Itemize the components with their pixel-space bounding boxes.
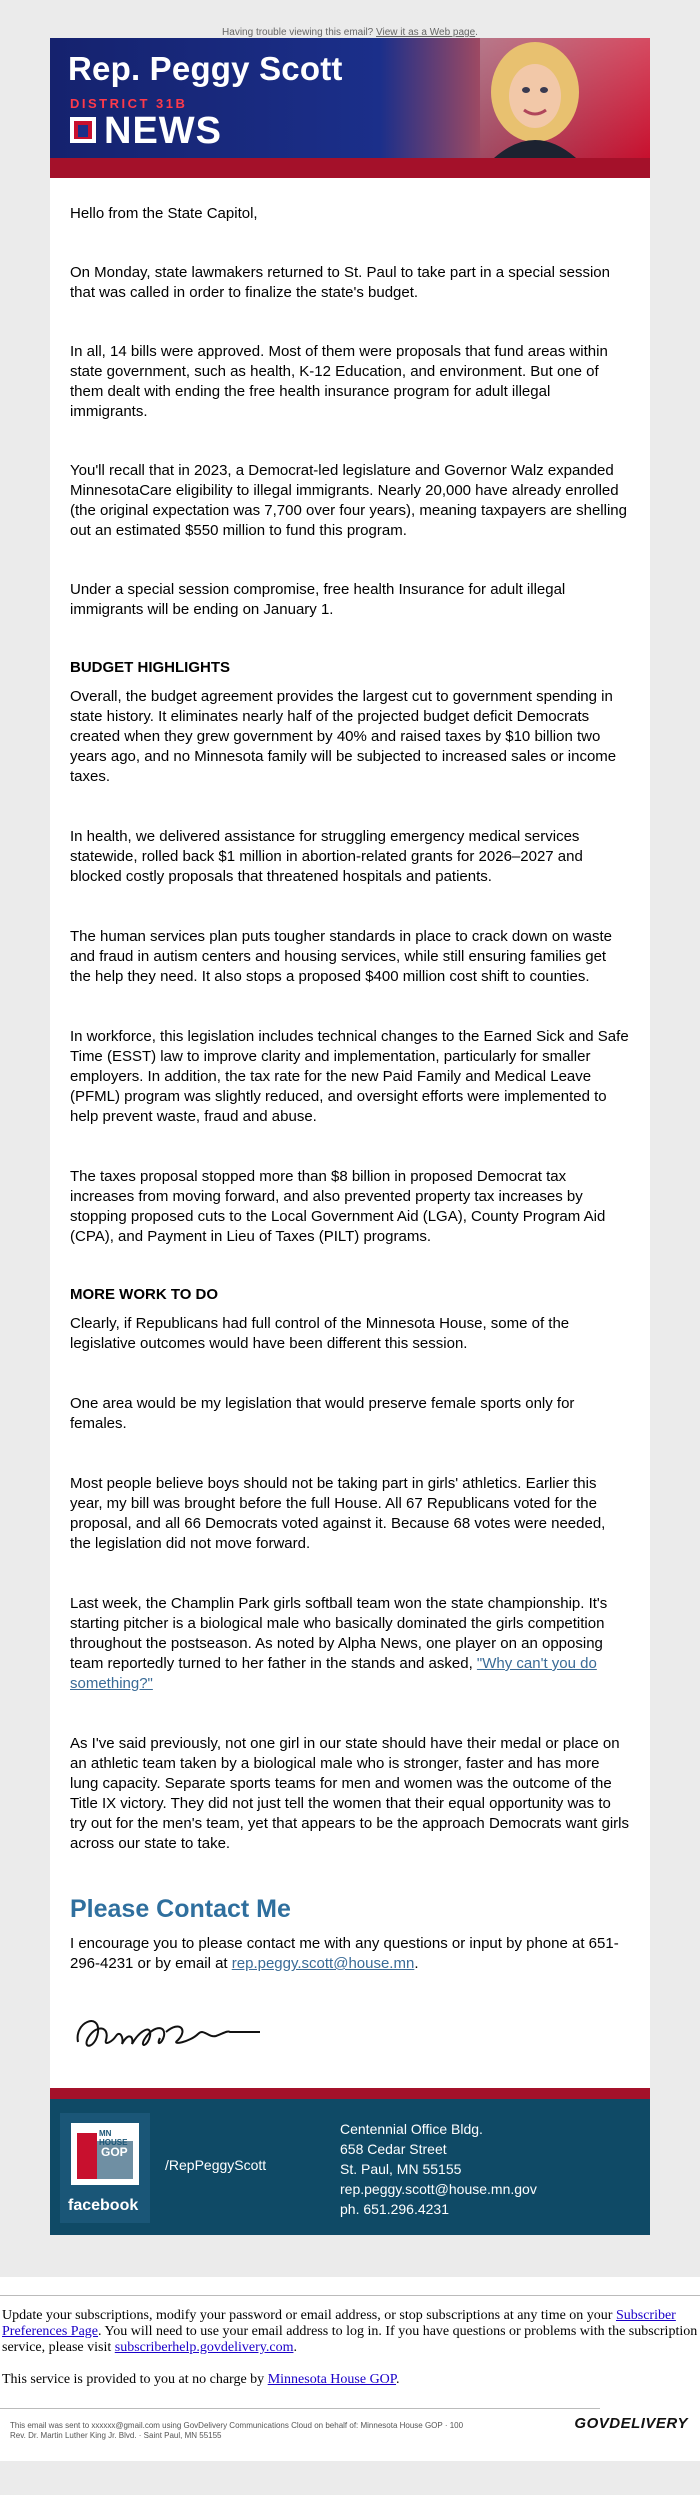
office-address	[340, 2119, 537, 2219]
paragraph	[70, 1594, 630, 1694]
preheader-text: Having trouble viewing this email?	[222, 27, 377, 38]
newsletter-card	[50, 38, 650, 2235]
contact-paragraph	[70, 1934, 630, 1974]
paragraph: Overall, the budget agreement provides the largest cut to government spending in state history. It eliminates nearly half of the projected budget deficit Democrats created when they grew government by 40% and raised taxes by $10 billion two years ago, and no Minnesota family will be subjected to increased sales or income taxes.	[70, 688, 617, 785]
house-logo-icon	[70, 117, 96, 143]
logo-text-gop: GOP	[101, 2145, 128, 2159]
sub-text: Update your subscriptions, modify your password or email address, or stop subscriptions at any time on your	[2, 2308, 616, 2323]
representative-name: Rep. Peggy Scott	[68, 50, 343, 87]
paragraph: The taxes proposal stopped more than $8 billion in proposed Democrat tax increases from moving forward, and also prevented property tax increases by stopping proposed cuts to the Local Government Aid (LGA), County Program Aid (CPA), and Payment in Lieu of Taxes (PILT) programs.	[70, 1168, 606, 1245]
paragraph: One area would be my legislation that would preserve female sports only for females.	[70, 1395, 575, 1432]
greeting: Hello from the State Capitol,	[70, 205, 258, 222]
paragraph: As I've said previously, not one girl in our state should have their medal or place on an athletic team taken by a biological male who is stronger, faster and has more lung capacity. Separate sports teams for men and women was the outcome of the Title IX victory. They did not just tell the women that their equal opportunity was to try out for the men's team, yet that appears to be the approach Democrats want girls across our state to take.	[70, 1735, 629, 1852]
district-label: DISTRICT 31B	[70, 96, 188, 111]
header-divider	[50, 158, 650, 178]
representative-photo	[480, 38, 590, 158]
facebook-badge[interactable]	[60, 2113, 150, 2223]
header-banner	[50, 38, 650, 158]
service-text	[0, 2372, 700, 2388]
address-email[interactable]: rep.peggy.scott@house.mn.gov	[340, 2181, 537, 2197]
address-line: 658 Cedar Street	[340, 2141, 447, 2157]
section-heading-more-work: MORE WORK TO DO	[70, 1286, 219, 1303]
paragraph: In all, 14 bills were approved. Most of them were proposals that fund areas within state government, such as health, K-12 Education, and environment. But one of them dealt with ending the free health insurance program for adult illegal immigrants.	[70, 343, 608, 420]
govdelivery-logo: GOVDELIVERY	[574, 2415, 688, 2432]
contact-tail: .	[414, 1955, 419, 1972]
signature-image	[70, 2002, 270, 2062]
facebook-label: facebook	[68, 2197, 139, 2214]
section-heading-budget: BUDGET HIGHLIGHTS	[70, 659, 230, 676]
preheader	[0, 0, 700, 38]
footer-contact-panel	[50, 2099, 650, 2235]
sub-text: This service is provided to you at no charge by	[2, 2372, 268, 2387]
web-version-link[interactable]: View it as a Web page	[376, 27, 476, 38]
footer-divider	[50, 2088, 650, 2099]
news-title: NEWS	[104, 110, 222, 152]
contact-text: I encourage you to please contact me with any questions or input by phone at 651-296-4231 or by email at	[70, 1935, 619, 1972]
facebook-handle[interactable]: /RepPeggyScott	[165, 2157, 267, 2173]
preheader-tail: .	[475, 27, 478, 38]
paragraph: Clearly, if Republicans had full control of the Minnesota House, some of the legislative outcomes would have been different this session.	[70, 1315, 570, 1352]
paragraph: The human services plan puts tougher standards in place to crack down on waste and fraud in autism centers and housing services, while still ensuring families get the help they need. It also stops a proposed $400 million cost shift to counties.	[70, 928, 612, 985]
logo-text-top: MN HOUSE	[99, 2129, 128, 2147]
legal-footer	[0, 2409, 700, 2461]
paragraph: Most people believe boys should not be taking part in girls' athletics. Earlier this year, my bill was brought before the full House. All 67 Republicans voted for the proposal, and all 66 Democrats voted against it. Because 68 votes were needed, the legislation did not move forward.	[70, 1475, 606, 1552]
sub-text: .	[396, 2372, 400, 2387]
sender-address-line: Rev. Dr. Martin Luther King Jr. Blvd. · Saint Paul, MN 55155	[10, 2431, 222, 2440]
address-line: St. Paul, MN 55155	[340, 2161, 462, 2177]
subscriber-preferences-link[interactable]: Subscriber Preferences Page	[2, 2308, 676, 2339]
address-phone: ph. 651.296.4231	[340, 2201, 449, 2217]
quote-link[interactable]: "Why can't you do something?"	[70, 1655, 597, 1692]
sub-text: .	[293, 2340, 297, 2355]
address-line: Centennial Office Bldg.	[340, 2121, 483, 2137]
contact-heading: Please Contact Me	[70, 1895, 291, 1923]
sent-to-line: This email was sent to xxxxxx@gmail.com using GovDelivery Communications Cloud on behalf of: Minnesota House GOP · 100	[10, 2421, 464, 2430]
paragraph: On Monday, state lawmakers returned to St. Paul to take part in a special session that was called in order to finalize the state's budget.	[70, 264, 610, 301]
newsletter-body	[50, 178, 650, 2068]
mn-house-gop-link[interactable]: Minnesota House GOP	[267, 2372, 397, 2387]
divider	[0, 2295, 700, 2296]
subscriber-help-link[interactable]: subscriberhelp.govdelivery.com	[114, 2340, 294, 2355]
paragraph: In health, we delivered assistance for struggling emergency medical services statewide, rolled back $1 million in abortion-related grants for 2026–2027 and blocked costly proposals that threatened hospitals and patients.	[70, 828, 583, 885]
paragraph: You'll recall that in 2023, a Democrat-led legislature and Governor Walz expanded MinnesotaCare eligibility to illegal immigrants. Nearly 20,000 have already enrolled (the original expectation was 7,700 over four years), meaning taxpayers are shelling out an estimated $550 million to fund this program.	[70, 462, 627, 539]
paragraph-text: Last week, the Champlin Park girls softball team won the state championship. It's starting pitcher is a biological male who basically dominated the girls competition throughout the postseason. As noted by Alpha News, one player on an opposing team reportedly turned to her father in the stands and asked,	[70, 1595, 608, 1672]
contact-email-link[interactable]: rep.peggy.scott@house.mn	[231, 1955, 415, 1972]
subscription-footer	[0, 2277, 700, 2461]
mn-house-gop-logo-icon	[71, 2123, 139, 2185]
sub-text: . You will need to use your email address to log in. If you have questions or problems with the subscription service, please visit	[2, 2324, 698, 2355]
paragraph: Under a special session compromise, free health Insurance for adult illegal immigrants will be ending on January 1.	[70, 581, 566, 618]
paragraph: In workforce, this legislation includes technical changes to the Earned Sick and Safe Time (ESST) law to improve clarity and implementation, particularly for smaller employers. In addition, the tax rate for the new Paid Family and Medical Leave (PFML) program was slightly reduced, and oversight efforts were implemented to help prevent waste, fraud and abuse.	[70, 1028, 629, 1125]
subscription-text	[0, 2308, 700, 2356]
